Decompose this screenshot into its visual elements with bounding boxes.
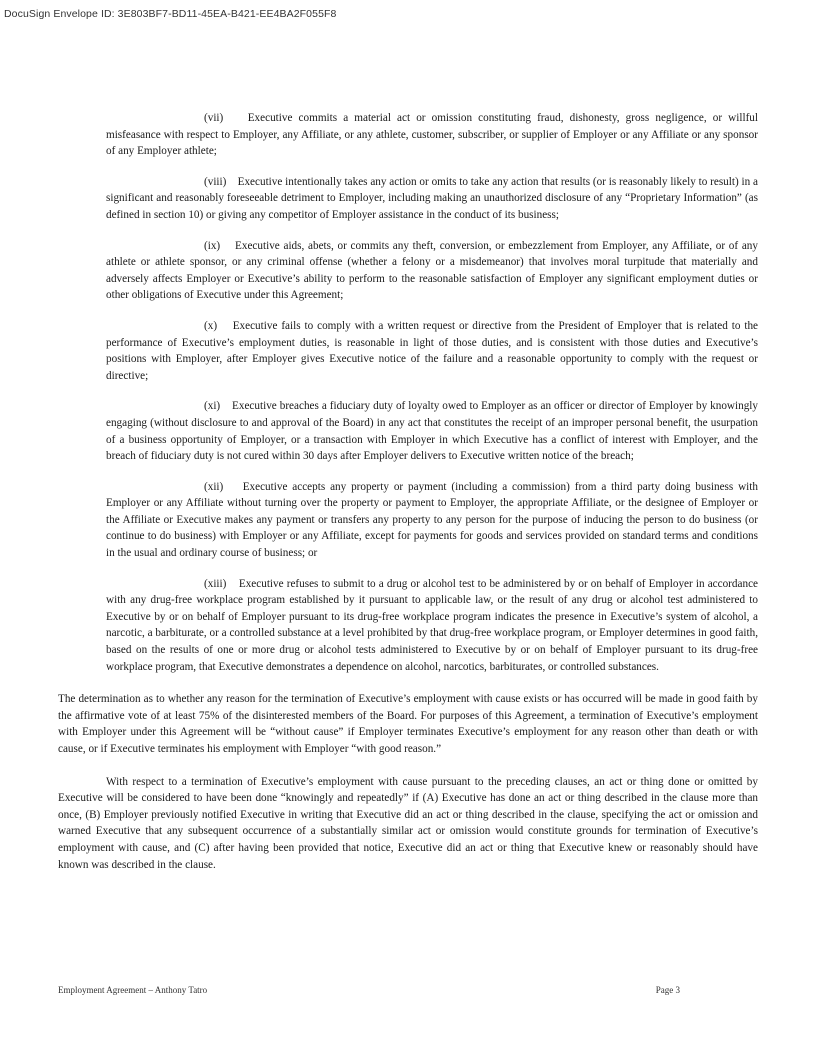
clause-text: Executive accepts any property or payment (including a commission) from a third party doing business with Employer or any Affiliate without turning over the property or payment to Employer, the appropriate Affiliate, or the designee of Employer or the Affiliate or Executive makes any payment or transfers any property to any person for the purpose of inducing the person to do business (or continue to do business) with Employer or any Affiliate, except for payments for goods and services provided on standard terms and conditions in the usual and ordinary course of business; or <box>106 480 758 560</box>
clause-xiii <box>106 576 758 676</box>
clause-text: Executive intentionally takes any action or omits to take any action that results (or is reasonably likely to result) in a significant and reasonably foreseeable detriment to Employer, including making an unauthorized disclosure of any “Proprietary Information” (as defined in section 10) or giving any competitor of Employer assistance in the conduct of its business; <box>106 175 759 221</box>
clause-vii <box>106 110 758 160</box>
clause-text: Executive commits a material act or omission constituting fraud, dishonesty, gross negligence, or willful misfeasance with respect to Employer, any Affiliate, or any athlete, customer, subscriber, or supplier of Employer or any Affiliate or any sponsor of any Employer athlete; <box>106 112 758 158</box>
clause-text: Executive refuses to submit to a drug or alcohol test to be administered by or on behalf of Employer in accordance with any drug-free workplace program established by it pursuant to applicable law, or the result of any drug or alcohol test administered to Executive by or on behalf of Employer pursuant to its drug-free workplace program indicates the presence in Executive’s system of alcohol, a narcotic, a barbiturate, or a controlled substance at a level prohibited by that drug-free workplace program, or Employer determines in good faith, based on the results of one or more drug or alcohol tests administered to Executive by or on behalf of Employer pursuant to its drug-free workplace program, that Executive demonstrates a dependence on alcohol, narcotics, barbiturates, or controlled substances. <box>106 577 758 673</box>
clause-x <box>106 318 758 384</box>
clause-label: (xi) <box>204 400 221 413</box>
clause-label: (x) <box>204 319 218 332</box>
clause-label: (ix) <box>204 239 221 252</box>
clause-text: Executive breaches a fiduciary duty of loyalty owed to Employer as an officer or director of Employer by knowingly engaging (without disclosure to and approval of the Board) in any act that constitutes the receipt of an improper personal benefit, the usurpation of a business opportunity of Employer, or a transaction with Employer in which Executive has a conflict of interest with Employer, and the breach of fiduciary duty is not cured within 30 days after Employer delivers to Executive written notice of the breach; <box>106 400 759 463</box>
clause-xi <box>106 398 758 464</box>
document-body <box>58 110 758 873</box>
clause-ix <box>106 238 758 304</box>
clause-label: (xii) <box>204 480 224 493</box>
clause-text: Executive fails to comply with a written request or directive from the President of Employer that is related to the performance of Executive’s employment duties, is reasonable in light of those duties, and is consistent with those duties and Executive’s positions with Employer, after Employer gives Executive notice of the failure and a reasonable opportunity to comply with the request or directive; <box>106 319 759 382</box>
clause-label: (xiii) <box>204 577 227 590</box>
page-number: Page 3 <box>655 985 680 995</box>
clause-xii <box>106 479 758 562</box>
knowingly-repeatedly-paragraph: With respect to a termination of Executive’s employment with cause pursuant to the preceding clauses, an act or thing done or omitted by Executive will be considered to have been done “knowingly and repeatedly” if (A) Executive has done an act or thing described in the clause more than once, (B) Employer previously notified Executive in writing that Executive did an act or thing described in the clause, specifying the act or omission and warned Executive that any subsequent occurrence of a substantially similar act or omission would constitute grounds for termination of Executive’s employment with cause, and (C) after having been provided that notice, Executive did an act or thing that Executive knew or reasonably should have known was described in the clause. <box>58 775 758 871</box>
envelope-id-header: DocuSign Envelope ID: 3E803BF7-BD11-45EA-B421-EE4BA2F055F8 <box>4 8 337 20</box>
footer-document-title: Employment Agreement – Anthony Tatro <box>58 985 208 995</box>
determination-paragraph: The determination as to whether any reason for the termination of Executive’s employment with cause exists or has occurred will be made in good faith by the affirmative vote of at least 75% of the disinterested members of the Board. For purposes of this Agreement, a termination of Executive’s employment with Employer under this Agreement will be “without cause” if Employer terminates Executive’s employment for any reason other than death or with cause, or if Executive terminates his employment with Employer “with good reason.” <box>58 693 758 755</box>
clause-label: (vii) <box>204 112 224 124</box>
clause-label: (viii) <box>204 175 227 188</box>
clause-text: Executive aids, abets, or commits any theft, conversion, or embezzlement from Employer, any Affiliate, or of any athlete or athlete sponsor, or any criminal offense (whether a felony or a misdemeanor) that involves moral turpitude that materially and adversely affects Employer or Executive’s ability to perform to the reasonable satisfaction of Employer any significant employment duties or other obligations of Executive under this Agreement; <box>106 239 758 302</box>
clause-viii <box>106 174 758 224</box>
